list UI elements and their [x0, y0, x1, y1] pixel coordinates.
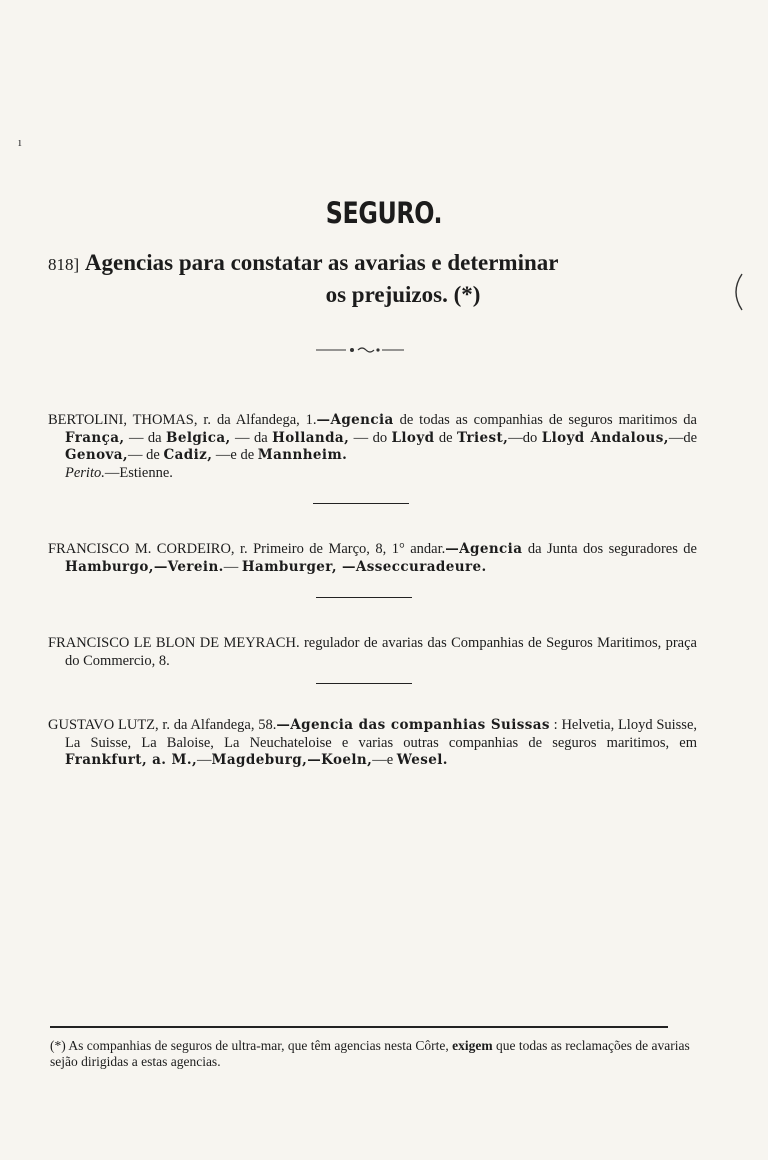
section-number: 818]: [48, 255, 80, 274]
entry-highlight: Belgica,: [166, 429, 231, 446]
entry-text: —e de: [212, 447, 258, 463]
heading-line-2: os prejuizos. (*): [325, 282, 481, 307]
footnote-marker: (*): [50, 1038, 66, 1053]
entry-highlight: —Agencia das companhias Suissas: [276, 717, 550, 733]
entry-highlight: Genova,: [65, 447, 129, 463]
entry-text: —: [197, 752, 212, 768]
entry-highlight: —Agencia: [316, 412, 394, 428]
entry-divider: [316, 597, 412, 598]
entry-bertolini: [48, 412, 697, 482]
entry-text: — de: [128, 447, 164, 463]
footnote: [50, 1038, 690, 1070]
entry-divider: [316, 683, 412, 684]
entry-text: : Helvetia, Lloyd Suisse, La Suisse, La Baloise, La Neuchateloise e varias outras companhias de seguros maritimos, em: [65, 717, 698, 751]
entry-text: —do: [508, 429, 542, 446]
entry-highlight: Cadiz,: [163, 447, 213, 463]
entry-highlight: Hamburgo,—Verein.: [65, 558, 224, 575]
entry-text: — da: [230, 429, 273, 446]
entry-highlight: Frankfurt, a. M.,: [65, 752, 198, 768]
entry-highlight: Lloyd Andalous,: [541, 429, 669, 446]
entry-text: GUSTAVO LUTZ, r. da Alfandega, 58.: [48, 717, 277, 733]
entry-text: — da: [124, 429, 167, 446]
perito-label: Perito.: [65, 464, 105, 481]
entry-highlight: França,: [65, 429, 125, 446]
entry-text: FRANCISCO LE BLON DE MEYRACH. regulador de avarias das Companhias de Seguros Maritimos, praça do Commercio, 8.: [48, 635, 697, 669]
entry-text: —: [223, 558, 242, 575]
entry-highlight: Lloyd: [391, 429, 435, 446]
entry-lutz: [48, 717, 697, 770]
footnote-text-2: que todas as reclamações de avarias sejão dirigidas a estas agencias.: [50, 1038, 690, 1069]
perito-name: —Estienne.: [104, 464, 173, 481]
entry-divider: [313, 503, 409, 504]
margin-bracket-mark: [728, 272, 746, 312]
heading-line-1: Agencias para constatar as avarias e determinar: [84, 250, 559, 275]
entry-text: da Junta dos seguradores de: [522, 541, 697, 557]
margin-mark: ı: [18, 134, 22, 149]
section-heading: [48, 248, 698, 310]
entry-cordeiro: [48, 541, 697, 576]
entry-highlight: Magdeburg,—Koeln,: [211, 752, 373, 768]
entry-text: —e: [372, 752, 397, 768]
entry-highlight: Hamburger, —Asseccuradeure.: [241, 558, 487, 575]
entry-highlight: —Agencia: [445, 541, 523, 557]
entry-highlight: Triest,: [457, 429, 509, 446]
entry-text: de todas as companhias de seguros maritimos da: [393, 412, 697, 428]
footnote-text: As companhias de seguros de ultra-mar, que têm agencias nesta Côrte,: [65, 1038, 453, 1053]
footnote-bold: exigem: [452, 1038, 493, 1053]
entry-text: FRANCISCO M. CORDEIRO, r. Primeiro de Março, 8, 1° andar.: [48, 541, 446, 557]
entry-highlight: Wesel.: [396, 752, 448, 768]
entry-highlight: Mannheim.: [257, 447, 348, 463]
footnote-rule: [50, 1026, 668, 1028]
entry-le-blon: [48, 635, 697, 670]
entry-text: de: [434, 429, 458, 446]
entry-text: —de: [668, 429, 698, 446]
entry-text: BERTOLINI, THOMAS, r. da Alfandega, 1.: [48, 412, 317, 428]
entry-highlight: Hollanda,: [272, 429, 350, 446]
entry-text: — do: [349, 429, 392, 446]
ornament-divider: [316, 346, 404, 354]
page-title: SEGURO.: [325, 196, 443, 230]
